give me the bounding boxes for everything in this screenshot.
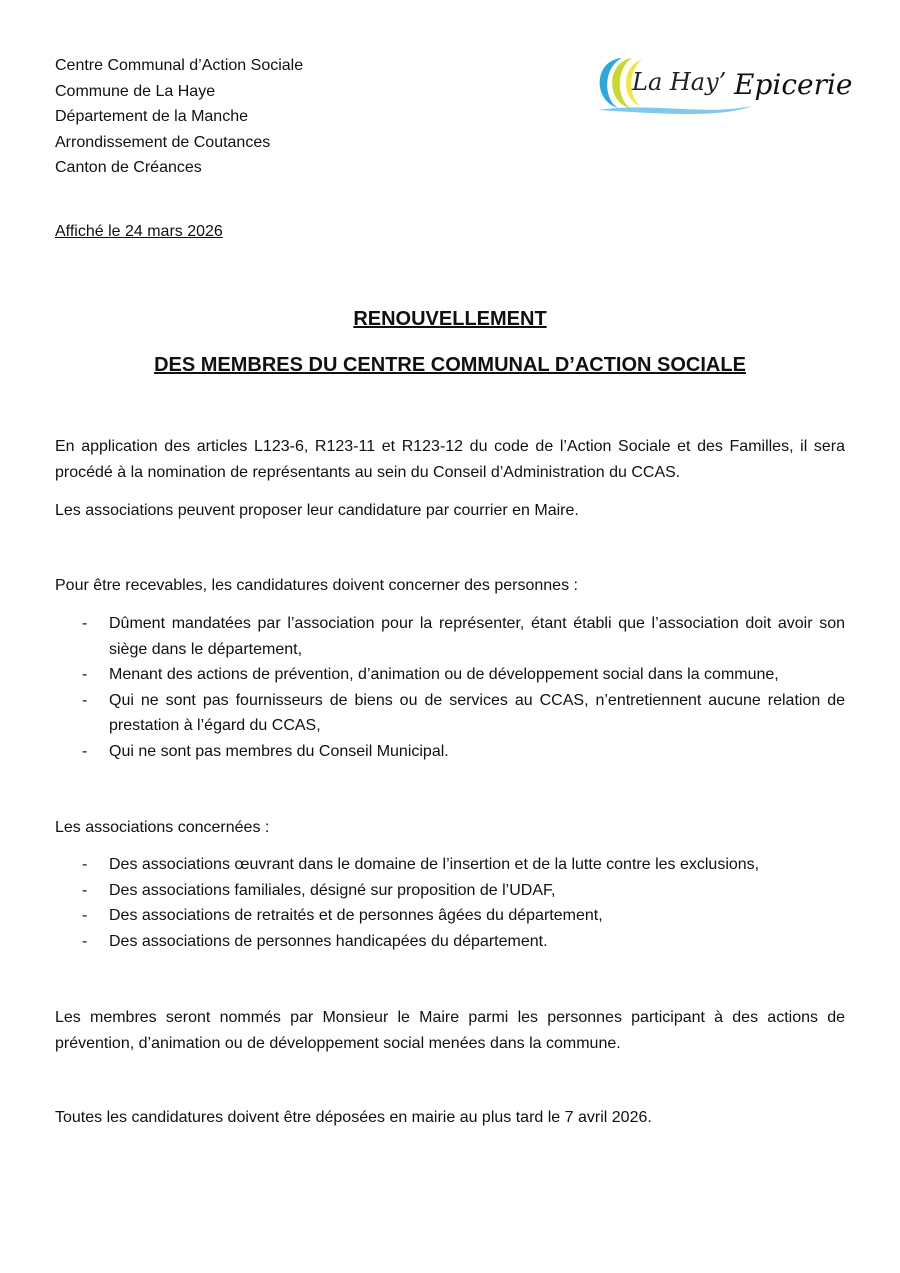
criteria-list xyxy=(55,611,845,764)
list-marker: - xyxy=(82,691,88,709)
intro-paragraph: En application des articles L123-6, R123-11 et R123-12 du code de l’Action Sociale et des Familles, il sera procédé à la nomination de représentants au sein du Conseil d’Administration du CCAS. xyxy=(55,438,845,481)
list-item: - Des associations de personnes handicapées du département. xyxy=(55,929,845,955)
posted-date: Affiché le 24 mars 2026 xyxy=(55,223,223,240)
issuer-line: Commune de La Haye xyxy=(55,82,216,100)
criteria-intro: Pour être recevables, les candidatures doivent concerner des personnes : xyxy=(55,577,578,594)
list-item: - Qui ne sont pas fournisseurs de biens ou de services au CCAS, n’entretiennent aucune relation de prestation à l’égard du CCAS, xyxy=(55,688,845,739)
issuer-line: Canton de Créances xyxy=(55,159,202,176)
list-item: - Des associations familiales, désigné sur proposition de l’UDAF, xyxy=(55,878,845,904)
list-marker: - xyxy=(82,907,88,924)
issuer-line: Arrondissement de Coutances xyxy=(55,133,271,151)
issuer-block xyxy=(55,53,303,181)
issuer-line: Centre Communal d’Action Sociale xyxy=(55,57,304,74)
list-marker: - xyxy=(82,742,88,760)
list-marker: - xyxy=(82,615,88,632)
issuer-line: Département de la Manche xyxy=(55,108,248,125)
nomination-paragraph: Les membres seront nommés par Monsieur le Maire parmi les personnes participant à des actions de prévention, d’animation ou de développement social menées dans la commune. xyxy=(55,1009,845,1052)
page-title: RENOUVELLEMENT xyxy=(353,308,547,330)
list-item: - Des associations de retraités et de personnes âgées du département, xyxy=(55,903,845,929)
list-marker: - xyxy=(82,856,88,873)
list-item: - Menant des actions de prévention, d’animation ou de développement social dans la commune, xyxy=(55,662,845,688)
list-item: - Qui ne sont pas membres du Conseil Municipal. xyxy=(55,739,845,765)
deadline-paragraph: Toutes les candidatures doivent être déposées en mairie au plus tard le 7 avril 2026. xyxy=(55,1109,652,1126)
logo-text-la-hay: La Hay’ xyxy=(632,68,727,96)
associations-intro: Les associations concernées : xyxy=(55,819,270,836)
list-marker: - xyxy=(82,881,88,899)
list-marker: - xyxy=(82,666,88,683)
page-subtitle: DES MEMBRES DU CENTRE COMMUNAL D’ACTION SOCIALE xyxy=(154,354,746,376)
candidacy-paragraph: Les associations peuvent proposer leur candidature par courrier en Maire. xyxy=(55,502,579,519)
la-hay-epicerie-logo xyxy=(592,50,852,120)
list-item: - Des associations œuvrant dans le domaine de l’insertion et de la lutte contre les exclusions, xyxy=(55,852,845,878)
list-item: - Dûment mandatées par l’association pour la représenter, étant établi que l’association doit avoir son siège dans le département, xyxy=(55,611,845,662)
list-marker: - xyxy=(82,932,88,950)
logo-text-epicerie: Epicerie xyxy=(734,68,852,101)
associations-list xyxy=(55,852,845,954)
